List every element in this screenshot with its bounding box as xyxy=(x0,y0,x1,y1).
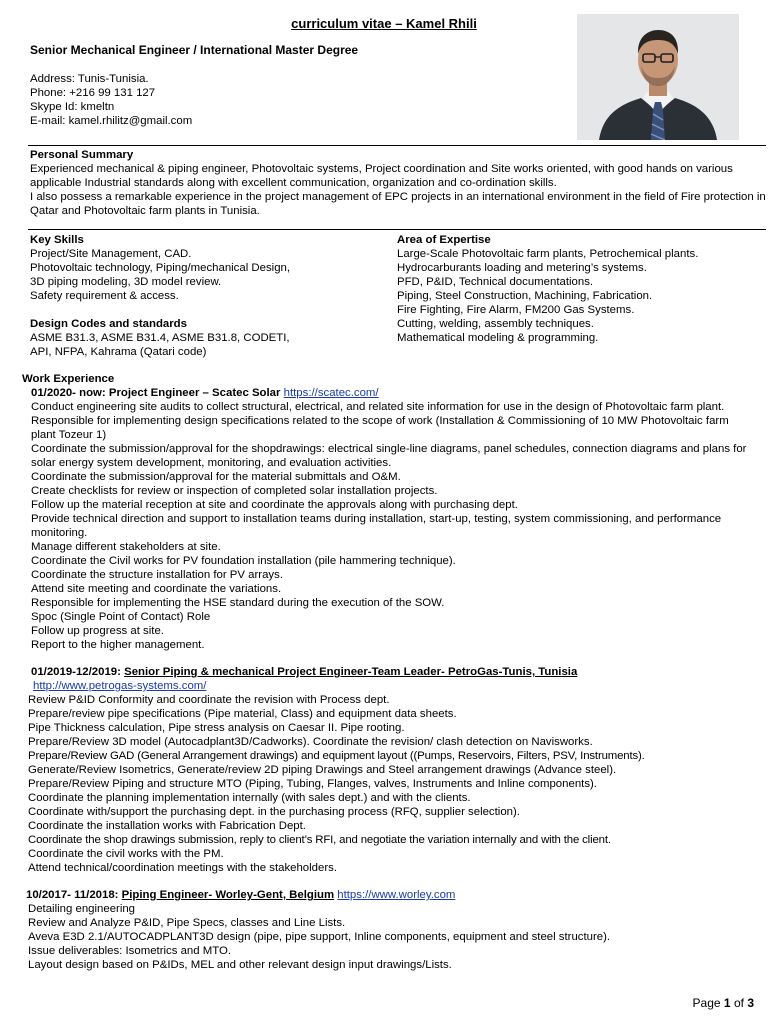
job-duty-item: Detailing engineering xyxy=(28,903,136,915)
key-skill-item: Project/Site Management, CAD. xyxy=(30,248,192,260)
job-duty-item: Review and Analyze P&ID, Pipe Specs, classes and Line Lists. xyxy=(28,917,346,929)
job-heading-worley xyxy=(22,888,766,902)
job-role: Project Engineer – Scatec Solar xyxy=(108,387,281,399)
contact-phone: Phone: +216 99 131 127 xyxy=(30,87,156,99)
work-experience-section xyxy=(22,372,766,972)
job-duty-item: Provide technical direction and support to installation teams during installation, start-up, testing, system commissioning, and performance monitoring. xyxy=(31,513,722,539)
job-role: Senior Piping & mechanical Project Engineer-Team Leader- PetroGas-Tunis, Tunisia xyxy=(124,666,578,678)
page-word: Page xyxy=(692,996,721,1010)
contact-email: E-mail: kamel.rhilitz@gmail.com xyxy=(30,115,193,127)
job-duty-item: Manage different stakeholders at site. xyxy=(31,541,221,553)
job-duty-item: Follow up progress at site. xyxy=(31,625,164,637)
summary-paragraph-2: I also possess a remarkable experience in the project management of EPC projects in an international environment in the field of Fire protection in Qatar and Photovoltaic farm plants in Tunisia. xyxy=(30,191,766,217)
job-duty-item: Coordinate the submission/approval for the shopdrawings: electrical single-line diagrams, panel schedules, connection diagrams and plans for solar energy system development, monitoring, and evaluation activities. xyxy=(31,443,747,469)
job-role: Piping Engineer- Worley-Gent, Belgium xyxy=(121,889,335,901)
job-duty-item: Attend technical/coordination meetings with the stakeholders. xyxy=(28,862,337,874)
job-duty-item: Review P&ID Conformity and coordinate the revision with Process dept. xyxy=(28,694,390,706)
expertise-item: PFD, P&ID, Technical documentations. xyxy=(397,276,594,288)
job-company-link[interactable]: https://scatec.com/ xyxy=(283,387,379,399)
key-skill-item: Safety requirement & access. xyxy=(30,290,179,302)
job-duty-item: Coordinate the submission/approval for the material submittals and O&M. xyxy=(31,471,401,483)
job-duty-item: Generate/Review Isometrics, Generate/review 2D piping Drawings and Steel arrangement drawings (Advance steel). xyxy=(28,764,617,776)
job-duties-list xyxy=(22,693,766,875)
job-company-link[interactable]: http://www.petrogas-systems.com/ xyxy=(33,680,207,692)
section-divider xyxy=(28,229,766,230)
key-skills-section xyxy=(30,233,370,359)
contact-address: Address: Tunis-Tunisia. xyxy=(30,73,149,85)
job-duty-item: Responsible for implementing design specifications related to the scope of work (Installation & Commissioning of 10 MW Photovoltaic farm plant Tozeur 1) xyxy=(31,415,729,441)
expertise-section xyxy=(397,233,757,345)
key-skill-item: 3D piping modeling, 3D model review. xyxy=(30,276,222,288)
personal-summary-heading: Personal Summary xyxy=(30,149,134,161)
design-codes-heading: Design Codes and standards xyxy=(30,318,187,330)
job-duty-item: Prepare/Review GAD (General Arrangement drawings) and equipment layout ((Pumps, Reservoirs, Filters, PSV, Instruments). xyxy=(28,750,645,762)
cv-subtitle: Senior Mechanical Engineer / International Master Degree xyxy=(30,43,359,57)
job-duty-item: Coordinate the shop drawings submission, reply to client’s RFI, and negotiate the variation internally and with the client. xyxy=(28,834,611,846)
spacer xyxy=(22,875,766,888)
job-duty-item: Coordinate the civil works with the PM. xyxy=(28,848,224,860)
expertise-item: Cutting, welding, assembly techniques. xyxy=(397,318,594,330)
summary-paragraph-1: Experienced mechanical & piping engineer, Photovoltaic systems, Project coordination and Site works oriented, with good hands on various applicable Industrial standards along with excellent communication, organization and co-ordination skills. xyxy=(30,163,733,189)
job-duties-list xyxy=(22,400,766,652)
job-duty-item: Coordinate the structure installation for PV arrays. xyxy=(31,569,283,581)
key-skills-heading: Key Skills xyxy=(30,234,84,246)
job-dates: 01/2019-12/2019: xyxy=(31,666,121,678)
design-code-item: ASME B31.3, ASME B31.4, ASME B31.8, CODETI, xyxy=(30,332,290,344)
expertise-item: Mathematical modeling & programming. xyxy=(397,332,599,344)
expertise-item: Piping, Steel Construction, Machining, Fabrication. xyxy=(397,290,653,302)
key-skill-item: Photovoltaic technology, Piping/mechanical Design, xyxy=(30,262,291,274)
expertise-item: Hydrocarburants loading and metering’s systems. xyxy=(397,262,647,274)
job-duty-item: Coordinate with/support the purchasing dept. in the purchasing process (RFQ, supplier selection). xyxy=(28,806,520,818)
work-experience-heading: Work Experience xyxy=(22,373,115,385)
job-duty-item: Coordinate the Civil works for PV foundation installation (pile hammering technique). xyxy=(31,555,456,567)
cv-title-text: curriculum vitae – Kamel Rhili xyxy=(291,16,477,31)
expertise-item: Large-Scale Photovoltaic farm plants, Petrochemical plants. xyxy=(397,248,699,260)
job-duty-item: Conduct engineering site audits to collect structural, electrical, and related site information for use in the design of Photovoltaic farm plant. xyxy=(31,401,725,413)
portrait-photo-graphic xyxy=(577,14,739,140)
job-duty-item: Create checklists for review or inspection of completed solar installation projects. xyxy=(31,485,438,497)
job-duty-item: Prepare/Review 3D model (Autocadplant3D/Cadworks). Coordinate the revision/ clash detection on Navisworks. xyxy=(28,736,593,748)
job-duty-item: Responsible for implementing the HSE standard during the execution of the SOW. xyxy=(31,597,445,609)
job-duty-item: Spoc (Single Point of Contact) Role xyxy=(31,611,211,623)
portrait-photo xyxy=(577,14,739,140)
job-duty-item: Report to the higher management. xyxy=(31,639,205,651)
job-link-line xyxy=(22,679,766,693)
personal-summary-section xyxy=(30,148,766,218)
contact-block xyxy=(30,72,192,128)
job-duty-item: Issue deliverables: Isometrics and MTO. xyxy=(28,945,232,957)
job-company-link[interactable]: https://www.worley.com xyxy=(337,889,456,901)
of-word: of xyxy=(733,996,744,1010)
job-duty-item: Layout design based on P&IDs, MEL and other relevant design input drawings/Lists. xyxy=(28,959,452,971)
job-duty-item: Coordinate the installation works with Fabrication Dept. xyxy=(28,820,306,832)
job-heading-petrogas xyxy=(22,665,766,679)
job-duty-item: Coordinate the planning implementation internally (with sales dept.) and with the clients. xyxy=(28,792,471,804)
job-duty-item: Attend site meeting and coordinate the variations. xyxy=(31,583,282,595)
job-heading-scatec xyxy=(22,386,766,400)
contact-skype: Skype Id: kmeltn xyxy=(30,101,115,113)
job-dates: 01/2020- now: xyxy=(31,387,106,399)
spacer xyxy=(30,303,370,317)
job-duty-item: Prepare/review pipe specifications (Pipe material, Class) and equipment data sheets. xyxy=(28,708,457,720)
job-duty-item: Aveva E3D 2.1/AUTOCADPLANT3D design (pipe, pipe support, Inline components, equipment and steel structure). xyxy=(28,931,611,943)
page-footer xyxy=(693,996,754,1010)
job-duty-item: Pipe Thickness calculation, Pipe stress analysis on Caesar II. Pipe rooting. xyxy=(28,722,405,734)
section-divider xyxy=(28,145,766,146)
design-code-item: API, NFPA, Kahrama (Qatari code) xyxy=(30,346,207,358)
page-number: 1 xyxy=(723,996,731,1010)
job-duty-item: Follow up the material reception at site and coordinate the approvals along with purchasing dept. xyxy=(31,499,518,511)
expertise-item: Fire Fighting, Fire Alarm, FM200 Gas Systems. xyxy=(397,304,635,316)
page-total: 3 xyxy=(747,996,754,1010)
spacer xyxy=(22,652,766,665)
job-duty-item: Prepare/Review Piping and structure MTO (Piping, Tubing, Flanges, valves, Instruments and Inline components). xyxy=(28,778,597,790)
job-dates: 10/2017- 11/2018: xyxy=(26,889,119,901)
expertise-heading: Area of Expertise xyxy=(397,234,491,246)
job-duties-list xyxy=(22,902,766,972)
